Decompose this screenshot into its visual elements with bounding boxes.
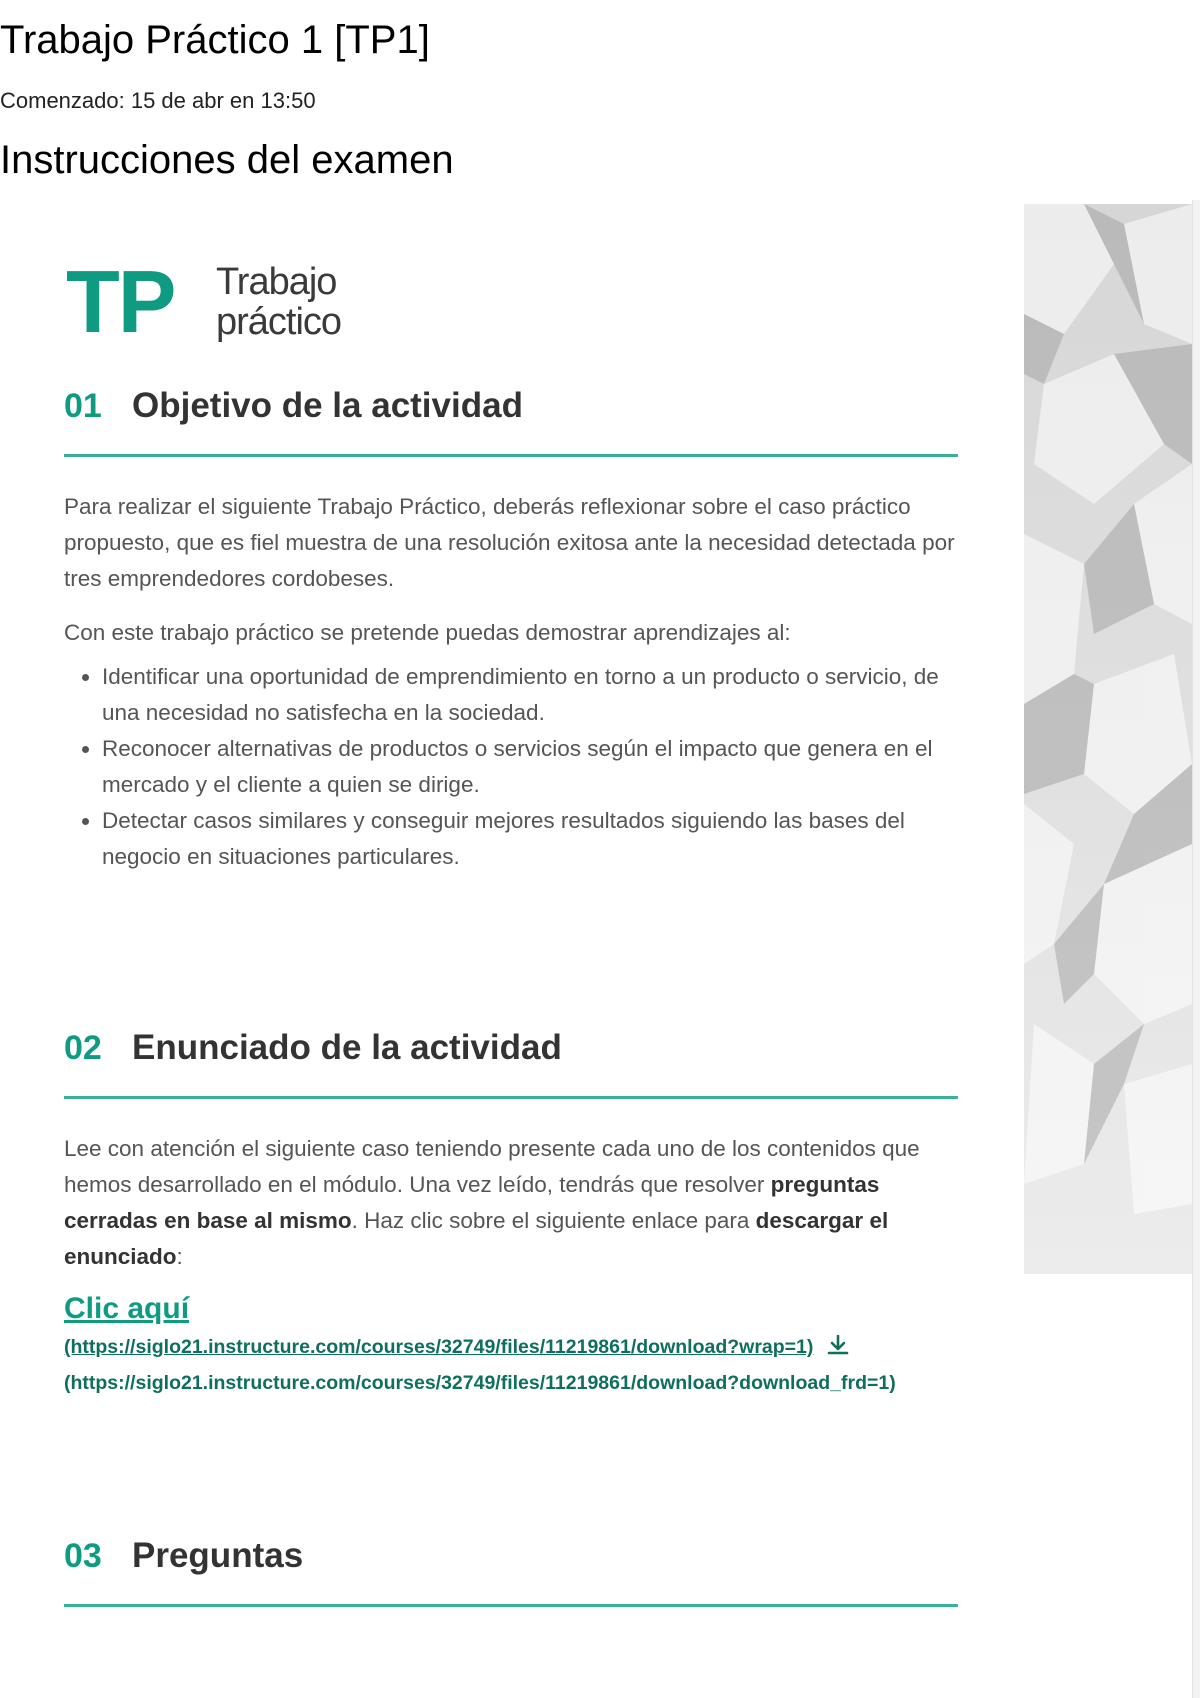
section-title: Objetivo de la actividad: [132, 386, 523, 425]
enunciado-bold-2: descargar el enunciado: [64, 1208, 889, 1269]
enunciado-bold-1: preguntas cerradas en base al mismo: [64, 1172, 880, 1233]
download-link[interactable]: Clic aquí: [64, 1292, 190, 1325]
download-links: [64, 1329, 958, 1401]
section-enunciado: [64, 1022, 958, 1401]
tp-logo-text: [216, 262, 341, 342]
section-number: 02: [64, 1029, 102, 1067]
section-title: Preguntas: [132, 1536, 304, 1575]
section-header: [64, 1022, 958, 1099]
download-url-direct-link[interactable]: (https://siglo21.instructure.com/courses/32749/files/11219861/download?download_frd=1): [64, 1372, 896, 1394]
section-header: [64, 380, 958, 457]
list-item: • Detectar casos similares y conseguir mejores resultados siguiendo las bases del negocio en situaciones particulares.: [102, 803, 958, 875]
enunciado-paragraph: [64, 1131, 958, 1275]
objective-paragraph: Para realizar el siguiente Trabajo Práctico, deberás reflexionar sobre el caso práctico propuesto, que es fiel muestra de una resolución exitosa ante la necesidad detectada por tres emprendedores cordobeses.: [64, 494, 955, 591]
instructions-heading: Instrucciones del examen: [0, 138, 454, 182]
section-number: 01: [64, 387, 102, 425]
objective-list: [64, 659, 958, 875]
list-item: • Reconocer alternativas de productos o servicios según el impacto que genera en el mercado y el cliente a quien se dirige.: [102, 731, 958, 803]
enunciado-text-1: Lee con atención el siguiente caso teniendo presente cada uno de los contenidos que hemos desarrollado en el módulo. Una vez leído, tendrás que resolver: [64, 1136, 920, 1197]
started-timestamp: Comenzado: 15 de abr en 13:50: [0, 88, 316, 113]
scrollbar[interactable]: [1192, 200, 1200, 1698]
page-title: Trabajo Práctico 1 [TP1]: [0, 18, 430, 62]
download-url-wrap-link[interactable]: (https://siglo21.instructure.com/courses/32749/files/11219861/download?wrap=1): [64, 1336, 814, 1358]
tp-logo-line1: Trabajo: [216, 261, 337, 303]
tp-logo-line2: práctico: [216, 301, 342, 343]
list-item: • Identificar una oportunidad de emprendimiento en torno a un producto o servicio, de una necesidad no satisfecha en la sociedad.: [102, 659, 958, 731]
objective-intro: Con este trabajo práctico se pretende puedas demostrar aprendizajes al:: [64, 620, 791, 645]
download-icon[interactable]: [825, 1333, 851, 1357]
section-objetivo: [64, 380, 958, 875]
tp-logo-mark: TP: [66, 252, 175, 351]
section-header: [64, 1530, 958, 1607]
section-number: 03: [64, 1537, 102, 1575]
enunciado-text-2: . Haz clic sobre el siguiente enlace para: [351, 1208, 756, 1233]
exam-instructions-content: [0, 200, 1000, 1698]
section-preguntas: [64, 1530, 958, 1607]
enunciado-text-3: :: [176, 1244, 183, 1269]
section-title: Enunciado de la actividad: [132, 1028, 562, 1067]
decorative-side-image: [1024, 204, 1192, 1274]
